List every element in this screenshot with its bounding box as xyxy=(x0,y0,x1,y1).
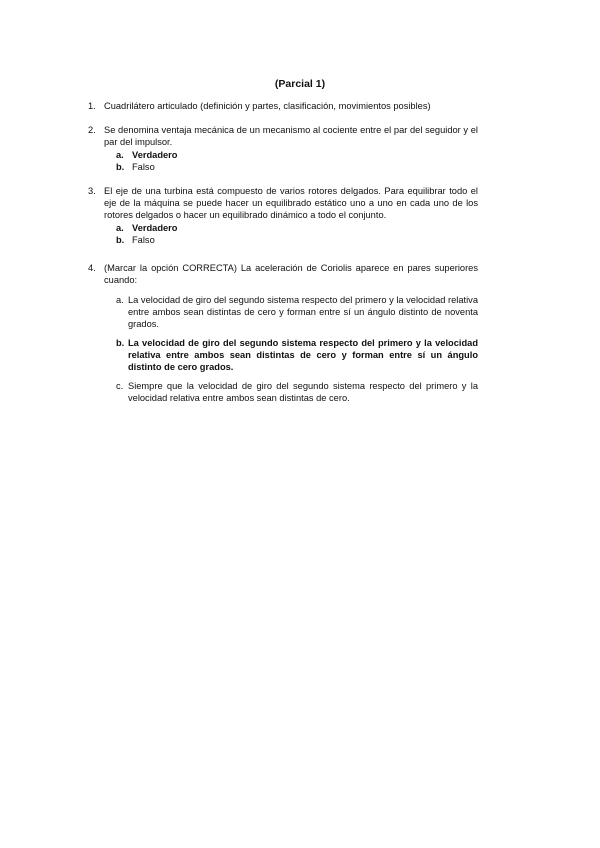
option-letter: a. xyxy=(116,295,124,305)
question-text: (Marcar la opción CORRECTA) La aceleración de Coriolis aparece en pares superiores cuando: xyxy=(104,263,478,285)
question-2 xyxy=(88,124,478,173)
option-text: La velocidad de giro del segundo sistema respecto del primero y la velocidad relativa entre ambos sean distintas de cero y forman entre sí un ángulo distinto de cero grados. xyxy=(128,338,478,372)
option-letter: a. xyxy=(116,150,124,160)
option-c[interactable] xyxy=(104,380,478,404)
option-text: Falso xyxy=(132,162,155,172)
question-1 xyxy=(88,100,478,112)
option-text: Siempre que la velocidad de giro del segundo sistema respecto del primero y la velocidad relativa entre ambos sean distintas de cero. xyxy=(128,381,478,403)
question-number: 2. xyxy=(88,125,96,135)
question-text: Cuadrilátero articulado (definición y partes, clasificación, movimientos posibles) xyxy=(104,101,431,111)
option-letter: b. xyxy=(116,162,125,172)
option-letter: b. xyxy=(116,338,125,348)
option-text: La velocidad de giro del segundo sistema respecto del primero y la velocidad relativa entre ambos sean distintas de cero y forman entre sí un ángulo distinto de noventa grados. xyxy=(128,295,478,329)
option-text: Verdadero xyxy=(132,223,178,233)
question-list xyxy=(88,100,478,416)
option-list xyxy=(104,149,478,173)
option-letter: c. xyxy=(116,381,124,391)
option-text: Falso xyxy=(132,235,155,245)
question-number: 1. xyxy=(88,101,96,111)
option-text: Verdadero xyxy=(132,150,178,160)
option-b[interactable] xyxy=(104,161,478,173)
option-list xyxy=(104,294,478,404)
page-title: (Parcial 1) xyxy=(274,78,326,90)
question-3 xyxy=(88,185,478,246)
question-4 xyxy=(88,262,478,404)
question-number: 4. xyxy=(88,263,96,273)
option-list xyxy=(104,222,478,246)
question-text: Se denomina ventaja mecánica de un mecanismo al cociente entre el par del seguidor y el par del impulsor. xyxy=(104,125,478,147)
option-a[interactable] xyxy=(104,294,478,330)
question-number: 3. xyxy=(88,186,96,196)
option-b[interactable] xyxy=(104,234,478,246)
option-a[interactable] xyxy=(104,222,478,234)
option-a[interactable] xyxy=(104,149,478,161)
option-b[interactable] xyxy=(104,337,478,373)
option-letter: b. xyxy=(116,235,125,245)
question-text: El eje de una turbina está compuesto de varios rotores delgados. Para equilibrar todo el eje de la máquina se puede hacer un equilibrado estático uno a uno en cada uno de los rotores delgados o hacer un equilibrado dinámico a todo el conjunto. xyxy=(104,186,478,220)
option-letter: a. xyxy=(116,223,124,233)
